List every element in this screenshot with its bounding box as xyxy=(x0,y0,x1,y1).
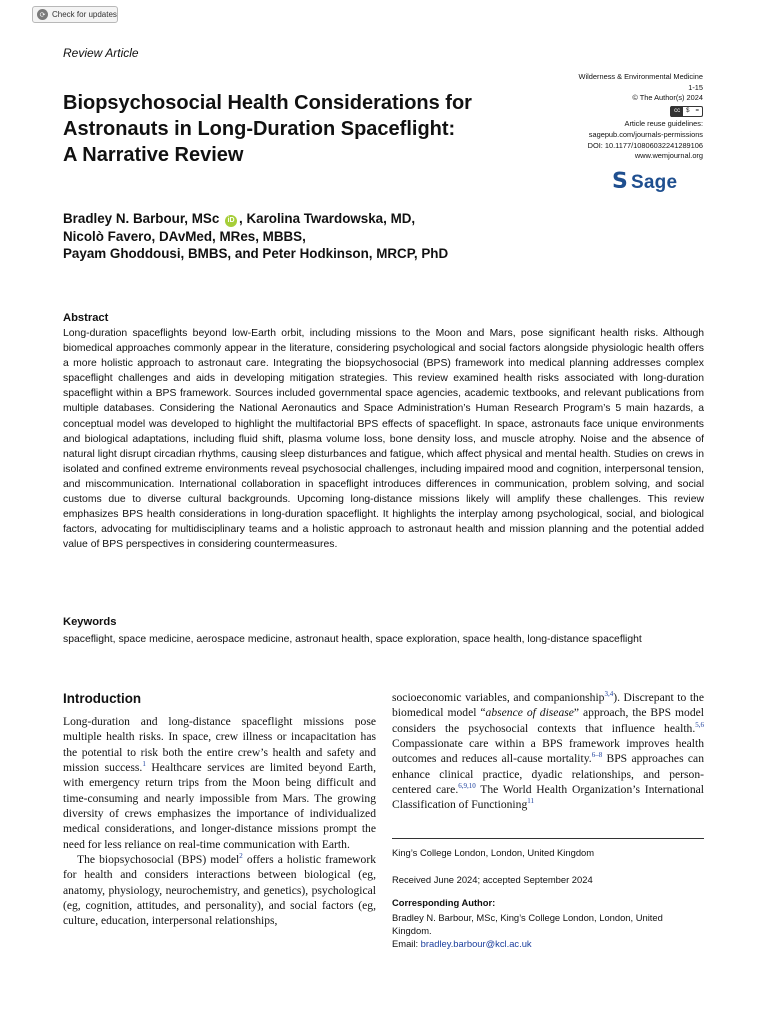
author-list xyxy=(63,210,623,263)
citation-link[interactable]: 2 xyxy=(239,852,243,861)
paragraph: Long-duration and long-distance spaceflight missions pose multiple health risks. In space, crew illness or incapacitation has the potential to risk both the entire crew’s health and safety and mission success.$^1$ Healthcare services are limited beyond Earth, with emergency return trips from the Moon being difficult and time-consuming and nearly impossible from Mars. The growing diversity of crews emphasizes the importance of individualized medical considerations, and longer-distance missions prompt the need for less reliance on real-time communication with Earth. xyxy=(63,715,376,851)
abstract-text: Long-duration spaceflights beyond low-Earth orbit, including missions to the Moon and Mars, pose significant health risks. Although biomedical approaches commonly appear in the literature, considering psychological and social factors alongside physiologic health offers a more holistic approach to astronaut care. Integrating the biopsychosocial (BPS) framework into medical planning addresses complex spaceflight challenges and aids in developing mitigation strategies. This review examined health risks associated with long-duration spaceflight within a BPS framework. Sources included governmental space agencies, academic textbooks, and relevant publications from multiple databases. Considering the National Aeronautics and Space Administration’s Human Research Program’s 5 main hazards, a conceptual model was developed to highlight the multifactorial BPS effects of spaceflight. In space, astronauts face unique environments and biological adaptations, including fluid shift, plasma volume loss, bone density loss, and muscle atrophy. Noise and the absence of natural light disrupt circadian rhythms, causing sleep disturbances and fatigue, which affect physical and mental health. Studies on crews in isolated and confined extreme environments reveal psychosocial challenges, including impaired mood and cognition, interpersonal tension, and miscommunication. International collaboration in spaceflight introduces differences in communication, problem solving, and social customs due to diverse cultural backgrounds. Upcoming long-distance missions likely will amplify these challenges. This review emphasizes BPS health considerations in long-duration spaceflight. It highlights the interplay among psychological, social, and biological factors, advocating for multidisciplinary teams and a holistic approach to astronaut health and mission planning and the potential added value of BPS perspectives in considering countermeasures. xyxy=(63,328,704,551)
footnote-divider xyxy=(392,838,704,839)
body-column-right xyxy=(392,690,704,813)
introduction-heading: Introduction xyxy=(63,691,142,706)
check-for-updates-label: Check for updates xyxy=(52,10,117,19)
journal-pages: 1-15 xyxy=(688,82,703,92)
author-name: , Karolina Twardowska, MD, xyxy=(239,211,416,226)
author-name: Payam Ghoddousi, BMBS, and Peter Hodkinson, MRCP, PhD xyxy=(63,246,449,261)
body-column-left xyxy=(63,714,376,929)
refresh-icon: ⟳ xyxy=(37,9,48,20)
reuse-label: Article reuse guidelines: xyxy=(624,119,703,129)
keywords-heading: Keywords xyxy=(63,616,117,628)
journal-website[interactable]: www.wemjournal.org xyxy=(634,151,703,161)
orcid-icon[interactable]: iD xyxy=(225,215,237,227)
check-for-updates-button[interactable] xyxy=(32,6,118,23)
citation-link[interactable]: 6,9,10 xyxy=(458,782,476,791)
corresponding-author-heading: Corresponding Author: xyxy=(392,897,496,908)
affiliation: King’s College London, London, United Kingdom xyxy=(392,847,595,858)
citation-link[interactable]: 1 xyxy=(142,760,146,769)
corresponding-author-details: Bradley N. Barbour, MSc, King’s College London, London, United Kingdom. Email: bradley.barbour@kcl.ac.uk xyxy=(392,912,663,949)
citation-link[interactable]: 3,4 xyxy=(604,690,614,699)
journal-name: Wilderness & Environmental Medicine xyxy=(578,72,703,81)
author-name: Nicolò Favero, DAvMed, MRes, MBBS, xyxy=(63,228,306,244)
publisher-logo[interactable] xyxy=(612,168,677,194)
doi[interactable]: DOI: 10.1177/10806032241289106 xyxy=(587,140,703,150)
author-name: Bradley N. Barbour, MSc xyxy=(63,211,220,226)
abstract-heading: Abstract xyxy=(63,312,109,324)
citation-link[interactable]: 11 xyxy=(527,797,534,806)
cc-license-badge[interactable]: cc $ = xyxy=(670,106,703,117)
email-link[interactable]: bradley.barbour@kcl.ac.uk xyxy=(420,938,532,949)
paragraph: socioeconomic variables, and companionship$^{3,4}$). Discrepant to the biomedical model “absence of disease” approach, the BPS model considers the psychosocial contexts that influence health.$^{5,6}$ Compassionate care within a BPS framework improves health outcomes and reduces all-cause mortality.$^{6-8}$ BPS approaches can enhance clinical practice, dyadic relationships, and person-centered care.$^{6,9,10}$ The World Health Organization’s International Classification of Functioning$^{11}$ xyxy=(392,690,705,812)
paragraph: The biopsychosocial (BPS) model$^2$ offers a holistic framework for health and considers interactions between biological (eg, anatomy, physiology, neurochemistry, and genetics), psychological (eg, cognition, attitudes, and personality), and social factors (eg, culture, education, interpersonal relationships, xyxy=(63,852,376,928)
article-type: Review Article xyxy=(63,46,139,60)
publisher-name: Sage xyxy=(631,172,678,193)
citation-link[interactable]: 5,6 xyxy=(695,720,704,729)
keywords-text: spaceflight, space medicine, aerospace medicine, astronaut health, space exploration, space health, long-distance spaceflight xyxy=(63,634,642,645)
reuse-link[interactable]: sagepub.com/journals-permissions xyxy=(588,129,703,139)
journal-meta xyxy=(520,72,703,162)
citation-link[interactable]: 6–8 xyxy=(591,751,603,760)
copyright: © The Author(s) 2024 xyxy=(632,93,703,103)
sage-logo-icon: 𝗦 xyxy=(612,168,629,193)
received-dates: Received June 2024; accepted September 2024 xyxy=(392,874,593,885)
article-title: Biopsychosocial Health Considerations for Astronauts in Long-Duration Spaceflight: A Narrative Review xyxy=(63,92,472,166)
